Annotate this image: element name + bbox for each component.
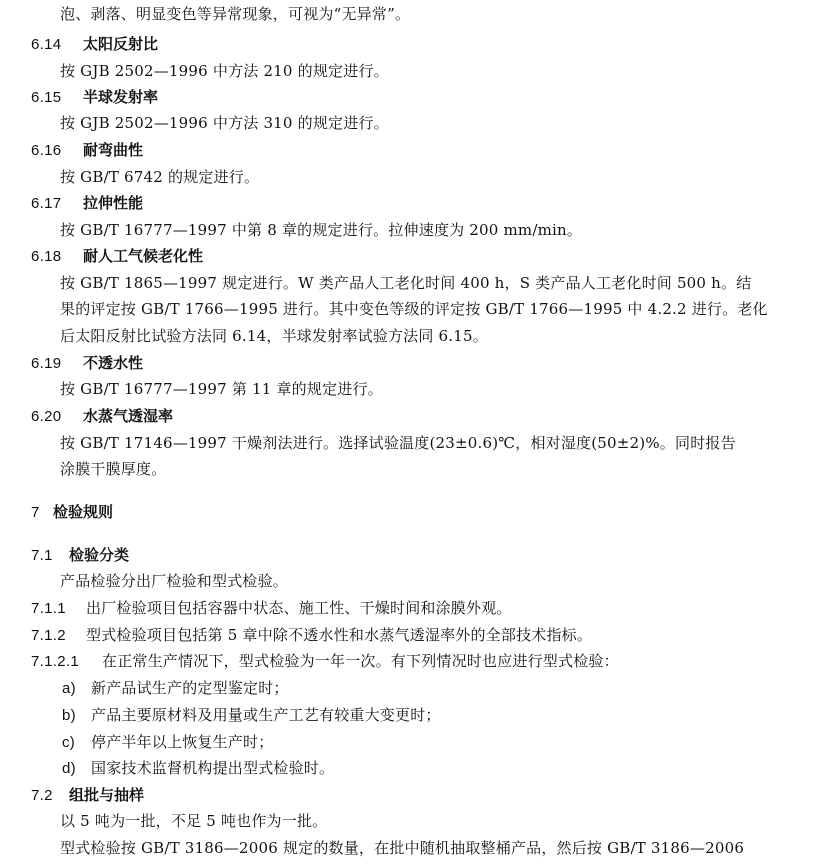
paragraph-line — [60, 376, 383, 402]
section-title: 耐人工气候老化性 — [83, 247, 204, 265]
paragraph-line — [60, 323, 488, 349]
section-heading-7-2 — [31, 782, 144, 808]
section-title: 半球发射率 — [83, 88, 159, 106]
list-item-text: 停产半年以上恢复生产时； — [91, 733, 274, 751]
line-text: 后太阳反射比试验方法同 6.14，半球发射率试验方法同 6.15。 — [60, 327, 488, 345]
list-item-marker: a) — [62, 680, 76, 697]
section-title: 太阳反射比 — [83, 35, 159, 53]
chapter-number: 7 — [31, 504, 40, 521]
line-text: 涂膜干膜厚度。 — [60, 460, 167, 478]
list-item-marker: b) — [62, 707, 76, 724]
list-item-d — [62, 755, 334, 781]
section-heading-6-20 — [31, 403, 173, 429]
clause-number: 7.1.1 — [31, 600, 66, 617]
section-heading-6-18 — [31, 243, 203, 269]
line-text: 按 GB/T 1865—1997 规定进行。W 类产品人工老化时间 400 h，S 类产品人工老化时间 500 h。结 — [60, 274, 752, 292]
clause-7-1-1 — [31, 595, 512, 621]
line-text: 按 GB/T 16777—1997 第 11 章的规定进行。 — [60, 380, 383, 398]
paragraph-line — [60, 430, 736, 456]
section-title: 拉伸性能 — [83, 194, 144, 212]
clause-text: 在正常生产情况下，型式检验为一年一次。有下列情况时也应进行型式检验： — [102, 652, 619, 670]
paragraph-line — [60, 1, 410, 27]
list-item-text: 新产品试生产的定型鉴定时； — [91, 679, 289, 697]
line-text: 按 GB/T 16777—1997 中第 8 章的规定进行。拉伸速度为 200 mm/min。 — [60, 221, 583, 239]
section-title: 组批与抽样 — [69, 786, 145, 804]
section-heading-7-1 — [31, 542, 129, 568]
paragraph-line — [60, 296, 768, 322]
line-text: 按 GJB 2502—1996 中方法 210 的规定进行。 — [60, 62, 389, 80]
list-item-c — [62, 729, 273, 755]
line-text: 按 GB/T 17146—1997 干燥剂法进行。选择试验温度(23±0.6)℃，相对湿度(50±2)%。同时报告 — [60, 434, 736, 452]
list-item-a — [62, 675, 289, 701]
paragraph-line — [60, 270, 751, 296]
line-text: 泡、剥落、明显变色等异常现象，可视为“无异常”。 — [60, 5, 411, 23]
section-number: 6.15 — [31, 89, 62, 106]
section-number: 7.1 — [31, 547, 53, 564]
list-item-marker: d) — [62, 760, 76, 777]
line-text: 按 GJB 2502—1996 中方法 310 的规定进行。 — [60, 114, 389, 132]
clause-text: 型式检验项目包括第 5 章中除不透水性和水蒸气透湿率外的全部技术指标。 — [86, 626, 593, 644]
paragraph-line — [60, 835, 744, 861]
section-title: 水蒸气透湿率 — [83, 407, 174, 425]
section-title: 检验分类 — [69, 546, 130, 564]
paragraph-line — [60, 456, 166, 482]
paragraph-line — [60, 568, 288, 594]
section-heading-6-19 — [31, 350, 143, 376]
line-text: 果的评定按 GB/T 1766—1995 进行。其中变色等级的评定按 GB/T 1766—1995 中 4.2.2 进行。老化 — [60, 300, 768, 318]
section-number: 6.14 — [31, 36, 62, 53]
section-heading-6-17 — [31, 190, 143, 216]
clause-number: 7.1.2 — [31, 627, 66, 644]
clause-7-1-2-1 — [31, 648, 619, 674]
line-text: 型式检验按 GB/T 3186—2006 规定的数量，在批中随机抽取整桶产品，然后按 GB/T 3186—2006 — [60, 839, 745, 857]
section-number: 6.20 — [31, 408, 62, 425]
clause-number: 7.1.2.1 — [31, 653, 79, 670]
line-text: 产品检验分出厂检验和型式检验。 — [60, 572, 289, 590]
clause-7-1-2 — [31, 622, 592, 648]
paragraph-line — [60, 110, 389, 136]
section-heading-6-14 — [31, 31, 158, 57]
paragraph-line — [60, 164, 259, 190]
list-item-marker: c) — [62, 734, 76, 751]
list-item-text: 国家技术监督机构提出型式检验时。 — [91, 759, 335, 777]
paragraph-line — [60, 217, 582, 243]
section-number: 6.16 — [31, 142, 62, 159]
list-item-b — [62, 702, 441, 728]
section-title: 耐弯曲性 — [83, 141, 144, 159]
section-heading-6-15 — [31, 84, 158, 110]
section-title: 不透水性 — [83, 354, 144, 372]
list-item-text: 产品主要原材料及用量或生产工艺有较重大变更时； — [91, 706, 441, 724]
line-text: 以 5 吨为一批，不足 5 吨也作为一批。 — [60, 812, 328, 830]
line-text: 按 GB/T 6742 的规定进行。 — [60, 168, 260, 186]
paragraph-line — [60, 808, 327, 834]
chapter-title: 检验规则 — [53, 503, 114, 521]
section-number: 7.2 — [31, 787, 53, 804]
section-number: 6.17 — [31, 195, 62, 212]
section-number: 6.18 — [31, 248, 62, 265]
chapter-heading-7 — [31, 499, 113, 525]
section-heading-6-16 — [31, 137, 143, 163]
section-number: 6.19 — [31, 355, 62, 372]
paragraph-line — [60, 58, 389, 84]
clause-text: 出厂检验项目包括容器中状态、施工性、干燥时间和涂膜外观。 — [86, 599, 512, 617]
